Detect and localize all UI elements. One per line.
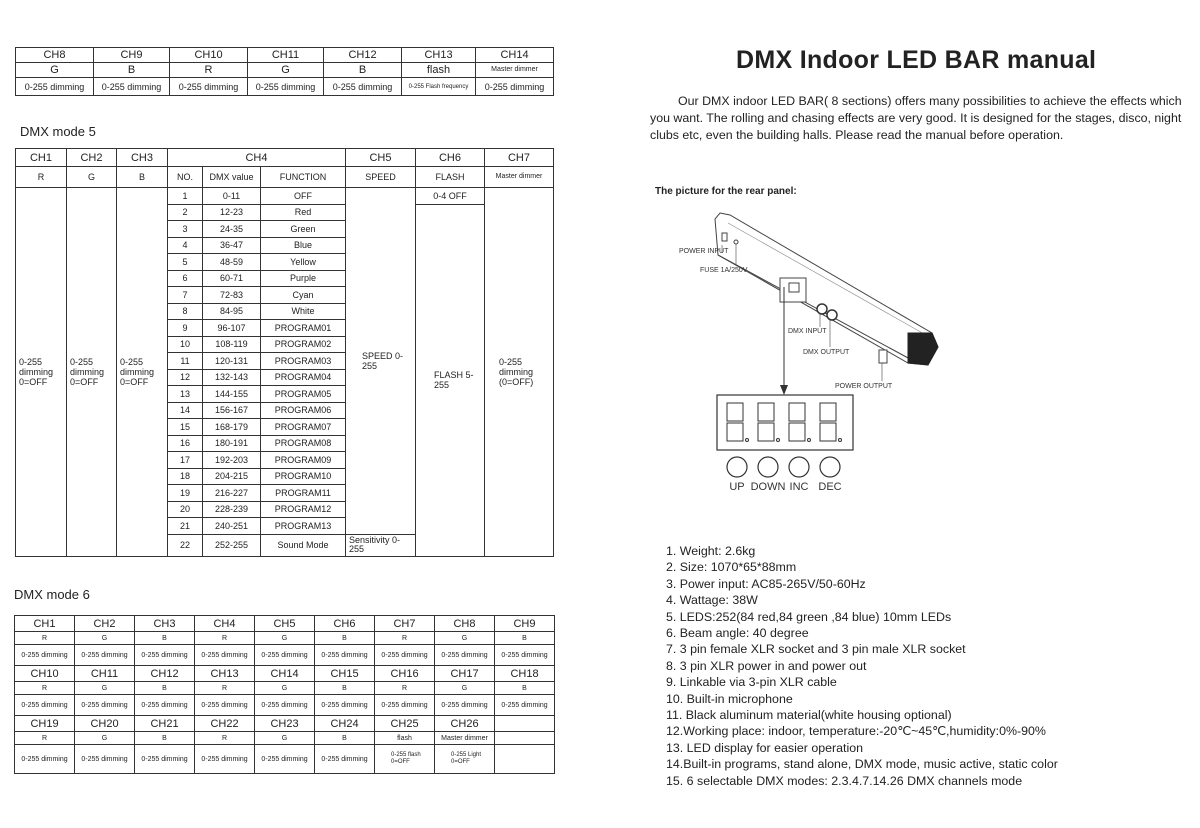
row-function: Blue [261,237,346,254]
channel-label: CH11 [248,48,324,63]
color-label: G [255,682,315,695]
channel-header-row [15,666,555,682]
dmx-input-connector [817,304,827,314]
channel-label: CH14 [255,666,315,682]
color-label: B [135,732,195,745]
row-no: 4 [168,237,203,254]
row-dmx: 204-215 [203,468,261,485]
channel-label [495,716,555,732]
led-bar-top-edge [728,223,926,335]
function-row [15,695,555,716]
function-label: 0-255 dimming [15,645,75,666]
row-dmx: 168-179 [203,419,261,436]
function-label: 0-255 dimming [255,645,315,666]
row-no: 17 [168,452,203,469]
function-label: 0-255 dimming [435,695,495,716]
function-label: 0-255 Light 0=OFF [435,745,495,774]
channel-label: CH7 [485,149,554,167]
row-function: PROGRAM12 [261,501,346,518]
row-no: 9 [168,320,203,337]
power-output-connector [879,350,887,363]
row-function: Cyan [261,287,346,304]
row-function: PROGRAM10 [261,468,346,485]
row-function: Yellow [261,254,346,271]
function-label: 0-255 dimming [315,745,375,774]
dec-button-label: DEC [818,481,842,493]
row-no: 18 [168,468,203,485]
color-row [15,732,555,745]
color-label: G [435,632,495,645]
row-no: 20 [168,501,203,518]
color-row [15,682,555,695]
dmx-input-label: DMX INPUT [788,328,827,335]
channel-label: CH22 [195,716,255,732]
flash-header: FLASH [416,167,485,188]
channel-label: CH13 [195,666,255,682]
channel-label: CH4 [168,149,346,167]
sensitivity: Sensitivity 0-255 [346,534,416,556]
row-function: White [261,303,346,320]
channel-label: CH3 [117,149,168,167]
row-function: PROGRAM04 [261,369,346,386]
function-label: 0-255 dimming [195,695,255,716]
color-label: R [15,682,75,695]
inc-button[interactable] [789,457,809,477]
row-function: PROGRAM09 [261,452,346,469]
list-item: 15. 6 selectable DMX modes: 2.3.4.7.14.26 DMX channels mode [666,773,1023,788]
function-label: 0-255 dimming [135,745,195,774]
channel-label: CH17 [435,666,495,682]
channel-label: CH5 [346,149,416,167]
row-dmx: 120-131 [203,353,261,370]
function-label: 0-255 dimming [135,645,195,666]
color-label: G [75,682,135,695]
row-no: 11 [168,353,203,370]
row-no: 22 [168,534,203,556]
color-label: G [255,632,315,645]
function-label: 0-255 dimming [255,695,315,716]
function-label: 0-255 dimming [255,745,315,774]
channel-label: CH6 [315,616,375,632]
row-dmx: 132-143 [203,369,261,386]
fuse-holder [734,240,738,244]
spec-list [666,543,1058,789]
channel-label: CH2 [67,149,117,167]
channel-label: CH9 [94,48,170,63]
fuse-label: FUSE 1A/250V [700,267,748,274]
dmx-output-connector [827,310,837,320]
master-range: 0-255 dimming (0=OFF) [485,188,554,557]
function-label: 0-255 dimming [375,695,435,716]
dmx-mode5-table [15,148,554,557]
row-function: PROGRAM13 [261,518,346,535]
color-label: G [75,632,135,645]
function-label: 0-255 dimming [75,695,135,716]
color-label: B [315,632,375,645]
function-label: 0-255 flash 0=OFF [375,745,435,774]
color-label: G [67,167,117,188]
row-no: 2 [168,204,203,221]
row-dmx: 48-59 [203,254,261,271]
up-button-label: UP [729,481,745,493]
flash-range: FLASH 5-255 [416,204,485,556]
table-row [16,188,554,205]
rear-panel-diagram [670,205,970,505]
color-label: R [170,63,248,78]
channel-label: CH10 [15,666,75,682]
function-label: 0-255 dimming [495,695,555,716]
row-no: 3 [168,221,203,238]
channel-label: CH23 [255,716,315,732]
dmx-value-header: DMX value [203,167,261,188]
ch1-dimming: 0-255 dimming 0=OFF [16,188,67,557]
row-no: 15 [168,419,203,436]
color-label: B [324,63,402,78]
row-dmx: 228-239 [203,501,261,518]
row-dmx: 96-107 [203,320,261,337]
channel-label: CH20 [75,716,135,732]
function-row [15,745,555,774]
row-dmx: 84-95 [203,303,261,320]
color-label: G [255,732,315,745]
page-title: DMX Indoor LED BAR manual [736,46,1097,74]
channel-label: CH9 [495,616,555,632]
channel-label: CH21 [135,716,195,732]
function-label: 0-255 dimming [15,695,75,716]
list-item: 14.Built-in programs, stand alone, DMX mode, music active, static color [666,757,1058,772]
row-function: Red [261,204,346,221]
list-item: 6. Beam angle: 40 degree [666,626,809,641]
channel-header-row [16,48,554,63]
power-output-label: POWER OUTPUT [835,383,893,390]
row-no: 6 [168,270,203,287]
mode5-sub-row [16,167,554,188]
row-function: PROGRAM11 [261,485,346,502]
color-label: B [495,632,555,645]
color-label: R [375,632,435,645]
row-no: 10 [168,336,203,353]
mode5-heading: DMX mode 5 [20,124,96,139]
function-label: 0-255 dimming [248,78,324,96]
color-label: B [315,682,375,695]
list-item: 1. Weight: 2.6kg [666,544,756,558]
channel-label: CH7 [375,616,435,632]
dec-button[interactable] [820,457,840,477]
channel-label: CH8 [16,48,94,63]
row-dmx: 180-191 [203,435,261,452]
color-label: R [16,167,67,188]
function-label: 0-255 dimming [315,695,375,716]
row-function: Green [261,221,346,238]
color-label: R [375,682,435,695]
color-label: Master dimmer [435,732,495,745]
list-item: 4. Wattage: 38W [666,593,758,608]
function-label: 0-255 Flash frequency [402,78,476,96]
function-label: 0-255 dimming [435,645,495,666]
row-dmx: 36-47 [203,237,261,254]
channel-label: CH16 [375,666,435,682]
function-label: 0-255 dimming [195,645,255,666]
row-dmx: 192-203 [203,452,261,469]
row-dmx: 216-227 [203,485,261,502]
no-header: NO. [168,167,203,188]
channel-label: CH18 [495,666,555,682]
color-label: R [15,732,75,745]
color-label: B [495,682,555,695]
row-function: OFF [261,188,346,205]
speed-range: SPEED 0-255 [346,188,416,535]
channel-header-row [15,716,555,732]
row-dmx: 12-23 [203,204,261,221]
display-arrow-head [780,385,788,395]
flash-off: 0-4 OFF [416,188,485,205]
intro-paragraph: Our DMX indoor LED BAR( 8 sections) offers many possibilities to achieve the effects which you want. The rolling and chasing effects are very good. It is designed for the stages, disco, night clubs etc, even the building halls. Please read the manual before operation. [650,94,1182,142]
row-dmx: 240-251 [203,518,261,535]
channel-label: CH1 [16,149,67,167]
function-label: 0-255 dimming [170,78,248,96]
function-label: 0-255 dimming [16,78,94,96]
channel-label: CH1 [15,616,75,632]
color-label: Master dimmer [476,63,554,78]
power-input-connector [722,233,727,241]
function-label: 0-255 dimming [75,645,135,666]
color-label [495,732,555,745]
channel-label: CH13 [402,48,476,63]
channel-label: CH19 [15,716,75,732]
color-label: R [15,632,75,645]
list-item: 11. Black aluminum material(white housing optional) [666,708,952,723]
channel-label: CH25 [375,716,435,732]
ch3-dimming: 0-255 dimming 0=OFF [117,188,168,557]
row-dmx: 252-255 [203,534,261,556]
row-function: Sound Mode [261,534,346,556]
function-label: 0-255 dimming [75,745,135,774]
row-no: 5 [168,254,203,271]
function-row [16,78,554,96]
up-button[interactable] [727,457,747,477]
channel-label: CH2 [75,616,135,632]
row-no: 1 [168,188,203,205]
list-item: 7. 3 pin female XLR socket and 3 pin male XLR socket [666,642,966,657]
row-dmx: 156-167 [203,402,261,419]
color-label: flash [402,63,476,78]
row-dmx: 24-35 [203,221,261,238]
row-dmx: 0-11 [203,188,261,205]
function-label: 0-255 dimming [135,695,195,716]
row-function: PROGRAM05 [261,386,346,403]
ch2-dimming: 0-255 dimming 0=OFF [67,188,117,557]
channel-label: CH5 [255,616,315,632]
channel-label: CH6 [416,149,485,167]
inc-button-label: INC [789,481,809,493]
down-button[interactable] [758,457,778,477]
function-row [15,645,555,666]
color-label: B [135,682,195,695]
row-function: PROGRAM01 [261,320,346,337]
channel-label: CH12 [135,666,195,682]
color-label: B [117,167,168,188]
row-no: 19 [168,485,203,502]
channel-label: CH26 [435,716,495,732]
channel-label: CH10 [170,48,248,63]
color-label: flash [375,732,435,745]
function-label: 0-255 dimming [94,78,170,96]
color-label: G [435,682,495,695]
row-function: PROGRAM06 [261,402,346,419]
channel-label: CH8 [435,616,495,632]
row-function: PROGRAM02 [261,336,346,353]
row-function: Purple [261,270,346,287]
empty-cell [495,745,555,774]
row-no: 13 [168,386,203,403]
list-item: 5. LEDS:252(84 red,84 green ,84 blue) 10mm LEDs [666,609,952,624]
color-label: R [195,632,255,645]
rear-panel-heading: The picture for the rear panel: [655,186,797,197]
color-label: G [248,63,324,78]
color-label: G [75,732,135,745]
list-item: 12.Working place: indoor, temperature:-20℃~45℃,humidity:0%-90% [666,724,1046,739]
down-button-label: DOWN [750,481,786,493]
row-dmx: 60-71 [203,270,261,287]
mode5-channel-row [16,149,554,167]
color-label: B [135,632,195,645]
channel-label: CH11 [75,666,135,682]
channel-label: CH14 [476,48,554,63]
color-label: R [195,732,255,745]
row-function: PROGRAM08 [261,435,346,452]
channel-label: CH15 [315,666,375,682]
row-dmx: 144-155 [203,386,261,403]
function-header: FUNCTION [261,167,346,188]
row-no: 7 [168,287,203,304]
function-label: 0-255 dimming [195,745,255,774]
row-dmx: 108-119 [203,336,261,353]
row-no: 8 [168,303,203,320]
power-input-label: POWER INPUT [679,248,729,255]
function-label: 0-255 dimming [15,745,75,774]
channel-label: CH24 [315,716,375,732]
function-label: 0-255 dimming [324,78,402,96]
speed-header: SPEED [346,167,416,188]
master-header: Master dimmer [485,167,554,188]
row-dmx: 72-83 [203,287,261,304]
list-item: 9. Linkable via 3-pin XLR cable [666,675,837,690]
channel-label: CH4 [195,616,255,632]
color-row [16,63,554,78]
list-item: 2. Size: 1070*65*88mm [666,560,797,575]
list-item: 3. Power input: AC85-265V/50-60Hz [666,576,866,591]
row-function: PROGRAM07 [261,419,346,436]
function-label: 0-255 dimming [315,645,375,666]
row-no: 12 [168,369,203,386]
function-label: 0-255 dimming [375,645,435,666]
function-label: 0-255 dimming [495,645,555,666]
row-no: 16 [168,435,203,452]
channel-table-top [15,47,554,96]
color-label: G [16,63,94,78]
led-bar-end [908,333,938,365]
color-label: B [94,63,170,78]
list-item: 8. 3 pin XLR power in and power out [666,658,867,673]
color-label: R [195,682,255,695]
channel-label: CH3 [135,616,195,632]
list-item: 13. LED display for easier operation [666,740,863,755]
row-no: 21 [168,518,203,535]
dmx-output-label: DMX OUTPUT [803,349,850,356]
channel-label: CH12 [324,48,402,63]
led-bar-body [715,213,938,365]
color-label: B [315,732,375,745]
list-item: 10. Built-in microphone [666,691,793,706]
row-no: 14 [168,402,203,419]
mode6-heading: DMX mode 6 [14,587,90,602]
channel-header-row [15,616,555,632]
function-label: 0-255 dimming [476,78,554,96]
row-function: PROGRAM03 [261,353,346,370]
dmx-mode6-table [14,615,555,774]
color-row [15,632,555,645]
